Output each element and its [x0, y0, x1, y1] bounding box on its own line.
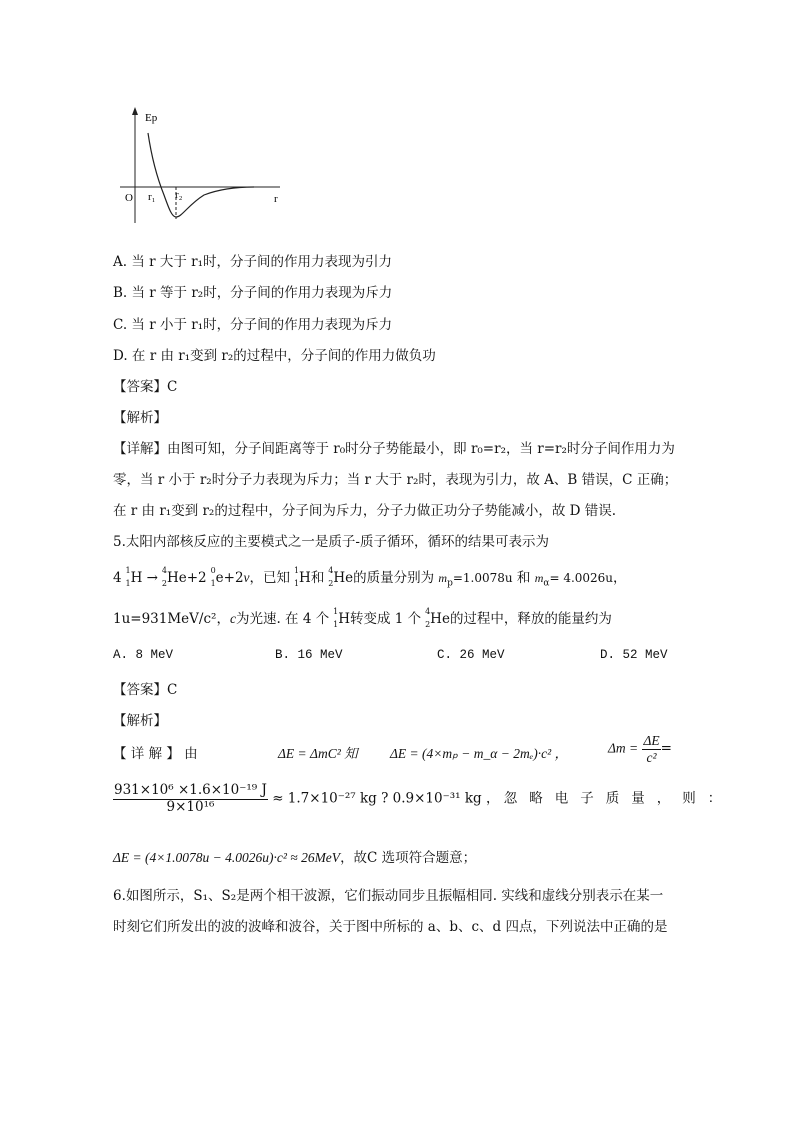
x-axis-label: r — [274, 193, 278, 205]
q6-line-1: 6.如图所示，S₁、S₂是两个相干波源，它们振动同步且振幅相同. 实线和虚线分别表示在某一 — [113, 888, 664, 904]
r2-label: r₂ — [175, 189, 183, 201]
q5-option-b: B. 16 MeV — [275, 648, 343, 662]
q5-mass-calc-line: $\frac{\text{931×10⁶ ×1.6×10⁻¹⁹ J}}{\text{9×10¹⁶}}$ ≈ 1.7×10⁻²⁷ kg ? 0.9×10⁻³¹ kg ， 忽略电子质量，则： — [114, 782, 734, 815]
q5-option-a: A. 8 MeV — [113, 648, 174, 662]
q4-analysis-title: 【解析】 — [113, 410, 167, 426]
q4-detail-line-3: 在 r 由 r₁变到 r₂的过程中，分子间为斥力，分子力做正功分子势能减小，故 D 错误. — [113, 503, 617, 519]
y-axis-arrow — [132, 107, 138, 115]
q5-eq1: ΔE = ΔmC² 知 — [278, 746, 358, 761]
q5-analysis-title: 【解析】 — [113, 713, 167, 729]
reaction-equation: 4 1 1 H → 4 2 He+2 0 1 e+2ν — [113, 566, 250, 588]
q6-line-2: 时刻它们所发出的波的波峰和波谷，关于图中所标的 a、b、c、d 四点，下列说法中正确的是 — [113, 919, 668, 935]
q5-stem: 5.太阳内部核反应的主要模式之一是质子-质子循环，循环的结果可表示为 — [113, 534, 549, 550]
q5-answer: 【答案】C — [113, 682, 178, 698]
q4-detail-line-1: 【详解】由图可知，分子间距离等于 r₀时分子势能最小，即 r₀=r₂，当 r=r₂时分子间作用力为 — [113, 441, 675, 457]
origin-label: O — [125, 192, 133, 204]
q4-option-c: C. 当 r 小于 r₁时，分子间的作用力表现为斥力 — [113, 317, 393, 333]
q5-reaction-line: 4 1 1 H → 4 2 He+2 0 1 e+2ν，已知 1 1 H和 4 2 He的质量分别为 $m_p=1.0078u$ 和 $m_\alpha= 4.0026u$， — [113, 566, 627, 589]
q4-detail-line-2: 零，当 r 小于 r₂时分子力表现为斥力；当 r 大于 r₂时，表现为引力，故 A、B 错误，C 正确； — [113, 472, 678, 488]
q5-detail-label: 【 详 解 】 由 — [113, 746, 198, 762]
q5-condition-line: 1u=931MeV/c²，c为光速. 在 4 个 1 1 H转变成 1 个 4 2 He的过程中，释放的能量约为 — [113, 607, 612, 629]
q5-final-line: ΔE = (4×1.0078u − 4.0026u)·c² ≈ 26MeV，故C 选项符合题意； — [113, 850, 477, 866]
q4-answer: 【答案】C — [113, 379, 178, 395]
q5-option-c: C. 26 MeV — [437, 648, 505, 662]
q4-option-d: D. 在 r 由 r₁变到 r₂的过程中，分子间的作用力做负功 — [113, 348, 436, 364]
potential-energy-graph — [112, 105, 292, 230]
r1-label: r₁ — [148, 191, 156, 203]
q5-eq2: ΔE = (4×mₚ − m_α − 2mₑ)·c² ， — [390, 746, 569, 761]
energy-curve — [148, 133, 254, 217]
mass-fraction: $\frac{\text{931×10⁶ ×1.6×10⁻¹⁹ J}}{\text{9×10¹⁶}}$ — [114, 782, 267, 815]
q4-option-a: A. 当 r 大于 r₁时，分子间的作用力表现为引力 — [113, 254, 393, 270]
q5-eq3: Δm = $\frac{\Delta E}{\text{c²}}$ = — [608, 733, 672, 765]
y-axis-label: Ep — [145, 112, 158, 124]
delta-m-fraction: $\frac{\Delta E}{\text{c²}}$ — [643, 733, 660, 765]
q5-option-d: D. 52 MeV — [600, 648, 668, 662]
q4-option-b: B. 当 r 等于 r₂时，分子间的作用力表现为斥力 — [113, 285, 393, 301]
